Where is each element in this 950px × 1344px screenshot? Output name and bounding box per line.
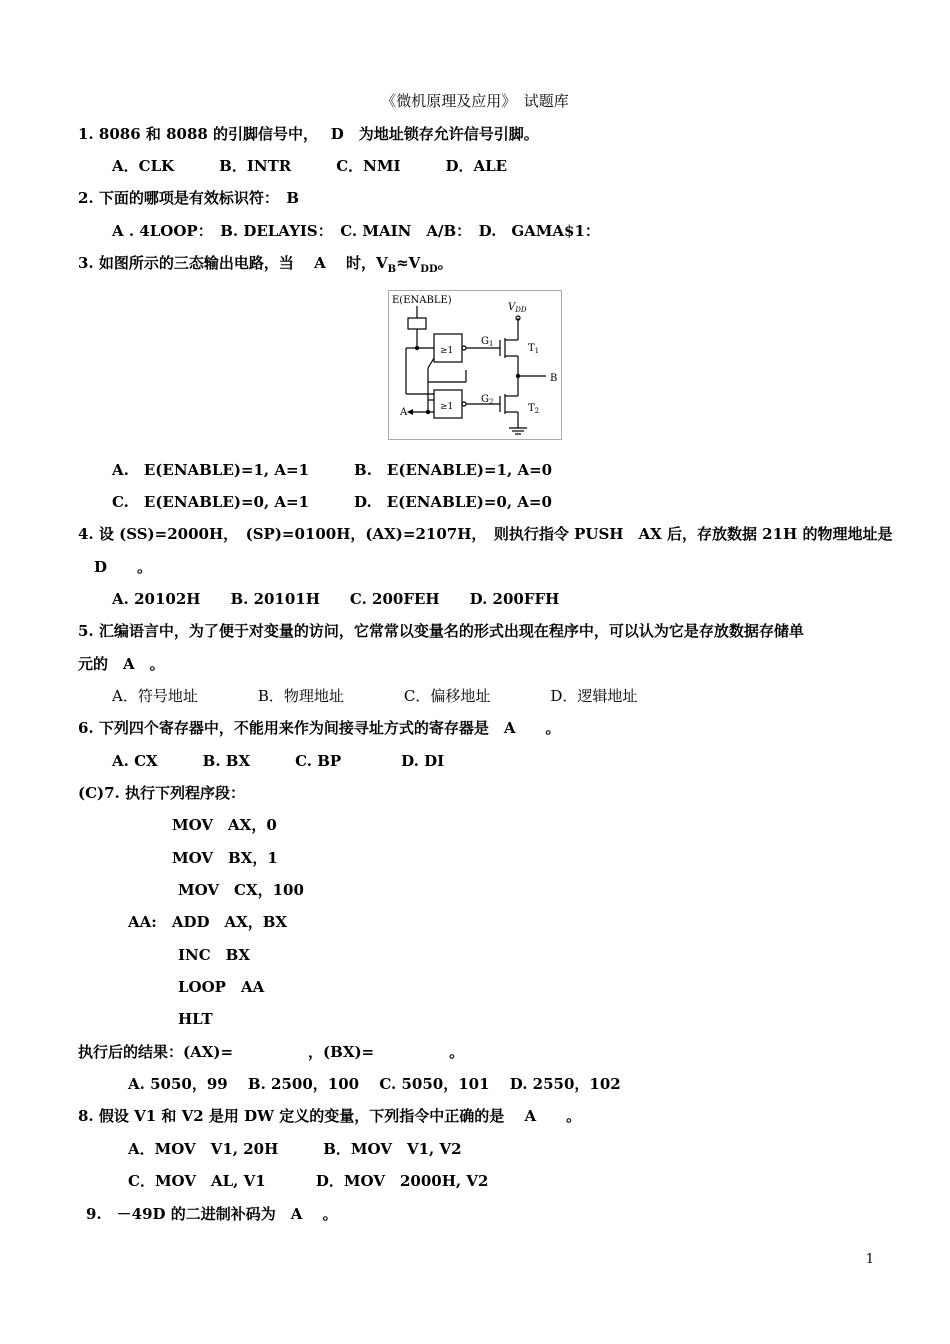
question-2-options: A . 4LOOP： B. DELAYIS： C. MAIN A/B： D. GAMA$1： — [112, 222, 600, 240]
question-1: 1. 8086 和 8088 的引脚信号中， D 为地址锁存允许信号引脚。 — [78, 125, 539, 143]
question-3-sub-b: B — [387, 264, 397, 275]
code-line-5: INC BX — [178, 946, 250, 964]
g2-label: $G_2$ — [481, 394, 494, 406]
question-5-cont: 元的 A 。 — [78, 655, 165, 673]
page-number: 1 — [865, 1252, 874, 1267]
code-line-6: LOOP AA — [178, 978, 265, 996]
question-3-sub-dd: DD — [420, 264, 438, 275]
page-title: 《微机原理及应用》 试题库 — [381, 92, 569, 110]
output-b-label: B — [550, 373, 558, 384]
question-8: 8. 假设 V1 和 V2 是用 DW 定义的变量，下列指令中正确的是 A 。 — [78, 1107, 582, 1125]
question-3-approx: ≈V — [396, 254, 421, 272]
question-7: (C)7. 执行下列程序段： — [78, 784, 246, 802]
code-line-3: MOV CX，100 — [178, 881, 304, 899]
question-4-cont: D 。 — [94, 558, 153, 576]
question-3-options-row-2: C. E(ENABLE)=0, A=1 D. E(ENABLE)=0, A=0 — [112, 493, 552, 511]
input-a-label: A — [400, 407, 408, 418]
question-5: 5. 汇编语言中，为了便于对变量的访问，它常常以变量名的形式出现在程序中，可以认为它是存放数据存储单 — [78, 622, 804, 640]
t1-label: $T_1$ — [528, 343, 540, 355]
question-7-options: A. 5050，99 B. 2500，100 C. 5050，101 D. 2550，102 — [128, 1075, 621, 1093]
question-6-options: A. CX B. BX C. BP D. DI — [112, 752, 445, 770]
question-2: 2. 下面的哪项是有效标识符： B — [78, 189, 300, 207]
question-3 — [78, 253, 453, 273]
vdd-label: $V_{DD}$ — [508, 302, 527, 314]
enable-label: E(ENABLE) — [392, 295, 452, 306]
code-line-2: MOV BX，1 — [172, 849, 278, 867]
question-3-end: 。 — [437, 254, 453, 272]
question-8-options-row-2: C．MOV AL, V1 D．MOV 2000H, V2 — [128, 1172, 489, 1190]
question-1-options: A．CLK B．INTR C．NMI D．ALE — [112, 157, 508, 175]
code-line-7: HLT — [178, 1010, 213, 1028]
tristate-circuit-figure — [388, 290, 562, 440]
figure-border — [389, 291, 562, 440]
question-8-options-row-1: A．MOV V1, 20H B．MOV V1, V2 — [128, 1140, 462, 1158]
code-line-1: MOV AX，0 — [172, 816, 277, 834]
circuit-diagram — [388, 290, 562, 440]
question-5-options: A．符号地址 B．物理地址 C．偏移地址 D．逻辑地址 — [112, 687, 638, 705]
g1-label: $G_1$ — [481, 336, 494, 348]
t2-label: $T_2$ — [528, 403, 540, 415]
question-7-result: 执行后的结果：(AX)= ，(BX)= 。 — [78, 1043, 465, 1061]
question-3-text: 3. 如图所示的三态输出电路，当 A 时，V — [78, 254, 388, 272]
question-6: 6. 下列四个寄存器中，不能用来作为间接寻址方式的寄存器是 A 。 — [78, 719, 561, 737]
question-4: 4. 设 (SS)=2000H， (SP)=0100H，(AX)=2107H， 则执行指令 PUSH AX 后，存放数据 21H 的物理地址是 — [78, 525, 893, 543]
question-9: 9. －49D 的二进制补码为 A 。 — [86, 1205, 338, 1223]
gate1-symbol: ≥1 — [440, 346, 454, 356]
question-4-options: A. 20102H B. 20101H C. 200FEH D. 200FFH — [112, 590, 560, 608]
code-line-4: AA: ADD AX，BX — [128, 913, 288, 931]
question-3-options-row-1: A. E(ENABLE)=1, A=1 B. E(ENABLE)=1, A=0 — [112, 461, 553, 479]
gate2-symbol: ≥1 — [440, 402, 454, 412]
